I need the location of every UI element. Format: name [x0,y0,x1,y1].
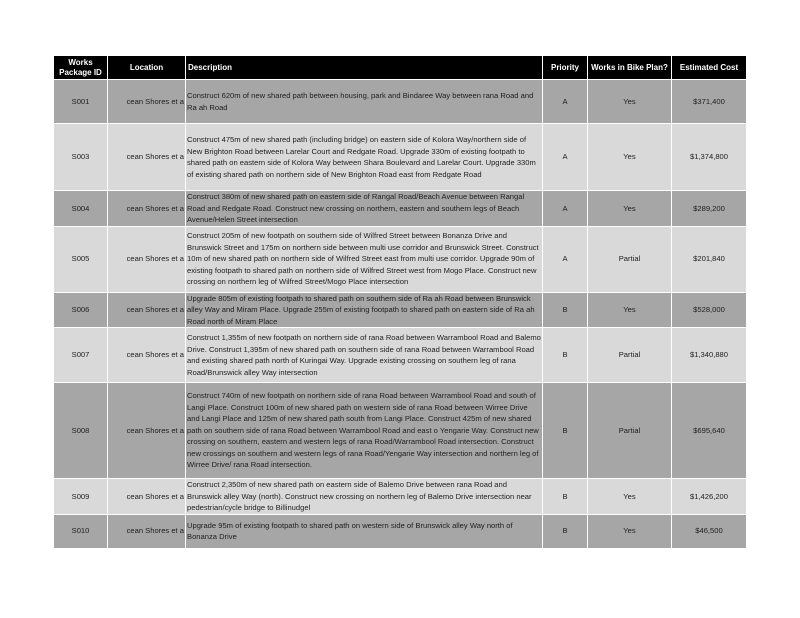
works-package-id-cell: S007 [54,328,107,382]
location-cell: cean Shores et a [108,383,185,478]
header-estimated-cost: Estimated Cost [672,56,746,79]
description-cell: Construct 205m of new footpath on southern side of Wilfred Street between Bonanza Drive and Brunswick Street and 175m on northern side between multi use corridor and Brunswick Street. Construct 10m of new shared path on northern side of Wilfred Street east from multi use corridor. Upgrade 90m of existing footpath to shared path on northern side of Wilfred Street west from Mogo Place. Construct new crossing on northern leg of Wilfred Street/Mogo Place intersection [186,227,542,292]
bike-plan-cell: Yes [588,515,671,548]
description-cell: Construct 620m of new shared path between housing, park and Bindaree Way between rana Road and Ra ah Road [186,80,542,123]
bike-plan-cell: Yes [588,80,671,123]
table-row [54,293,746,328]
priority-cell: A [543,227,587,292]
header-priority: Priority [543,56,587,79]
works-package-id-cell: S009 [54,479,107,514]
priority-cell: A [543,80,587,123]
priority-cell: B [543,293,587,328]
works-package-id-cell: S004 [54,191,107,226]
works-package-id-cell: S003 [54,124,107,190]
works-package-id-cell: S010 [54,515,107,548]
estimated-cost-cell: $1,340,880 [672,328,746,382]
estimated-cost-cell: $1,426,200 [672,479,746,514]
description-cell: Construct 2,350m of new shared path on eastern side of Balemo Drive between rana Road and Brunswick alley Way (north). Construct new crossing on northern leg of Balemo Drive intersection near pedestrian/cycle bridge to Billinudgel [186,479,542,514]
works-package-id-cell: S008 [54,383,107,478]
table-row [54,191,746,226]
table-row [54,328,746,382]
location-cell: cean Shores et a [108,227,185,292]
header-location: Location [108,56,185,79]
estimated-cost-cell: $289,200 [672,191,746,226]
estimated-cost-cell: $528,000 [672,293,746,328]
table-row [54,479,746,514]
priority-cell: B [543,383,587,478]
location-cell: cean Shores et a [108,80,185,123]
bike-plan-cell: Partial [588,328,671,382]
header-works-package-id: Works Package ID [54,56,107,79]
priority-cell: B [543,479,587,514]
priority-cell: B [543,328,587,382]
table-row [54,227,746,292]
table-row [54,383,746,478]
table-header-row [54,56,746,79]
priority-cell: A [543,191,587,226]
estimated-cost-cell: $371,400 [672,80,746,123]
estimated-cost-cell: $201,840 [672,227,746,292]
location-cell: cean Shores et a [108,479,185,514]
description-cell: Upgrade 95m of existing footpath to shared path on western side of Brunswick alley Way north of Bonanza Drive [186,515,542,548]
description-cell: Construct 1,355m of new footpath on northern side of rana Road between Warrambool Road and Balemo Drive. Construct 1,395m of new shared path on southern side of rana Road between Warrambool Road and existing shared path north of Kuringai Way. Upgrade existing crossing on southern leg of rana Road/Brunswick alley Way intersection [186,328,542,382]
bike-plan-cell: Yes [588,191,671,226]
bike-plan-cell: Yes [588,293,671,328]
bike-plan-cell: Yes [588,479,671,514]
location-cell: cean Shores et a [108,515,185,548]
table-row [54,124,746,190]
bike-plan-cell: Partial [588,383,671,478]
location-cell: cean Shores et a [108,124,185,190]
works-package-id-cell: S005 [54,227,107,292]
location-cell: cean Shores et a [108,328,185,382]
priority-cell: B [543,515,587,548]
description-cell: Construct 475m of new shared path (including bridge) on eastern side of Kolora Way/northern side of New Brighton Road between Larelar Court and Redgate Road. Upgrade 330m of existing footpath to shared path on eastern side of Kolora Way between Shara Boulevard and Larelar Court. Upgrade 330m of existing shared path on northern side of New Brighton Road east from Redgate Road [186,124,542,190]
works-package-id-cell: S001 [54,80,107,123]
location-cell: cean Shores et a [108,191,185,226]
header-works-in-bike-plan: Works in Bike Plan? [588,56,671,79]
bike-plan-cell: Partial [588,227,671,292]
description-cell: Construct 380m of new shared path on eastern side of Rangal Road/Beach Avenue between Rangal Road and Redgate Road. Construct new crossing on northern, eastern and southern legs of Beach Avenue/Helen Street intersection [186,191,542,226]
header-description: Description [186,56,542,79]
estimated-cost-cell: $695,640 [672,383,746,478]
description-cell: Construct 740m of new footpath on northern side of rana Road between Warrambool Road and south of Langi Place. Construct 100m of new shared path on western side of rana Road between Wirree Drive and Langi Place and 125m of new shared path south from Langi Place. Construct 425m of new shared path on southern side of rana Road between Warrambool Road and east o Yengarie Way. Construct new crossing on southern, eastern and western legs of rana Road/Warrambool Road intersection. Construct new crossings on southern and western legs of rana Road/Yengarie Way intersection and northern leg of Wirree Drive/ rana Road intersection. [186,383,542,478]
table-row [54,515,746,548]
works-package-table [53,55,747,549]
works-package-id-cell: S006 [54,293,107,328]
location-cell: cean Shores et a [108,293,185,328]
table-row [54,80,746,123]
bike-plan-cell: Yes [588,124,671,190]
description-cell: Upgrade 805m of existing footpath to shared path on southern side of Ra ah Road between Brunswick alley Way and Miram Place. Upgrade 255m of existing footpath to shared path on eastern side of Ra ah Road north of Miram Place [186,293,542,328]
estimated-cost-cell: $1,374,800 [672,124,746,190]
estimated-cost-cell: $46,500 [672,515,746,548]
priority-cell: A [543,124,587,190]
